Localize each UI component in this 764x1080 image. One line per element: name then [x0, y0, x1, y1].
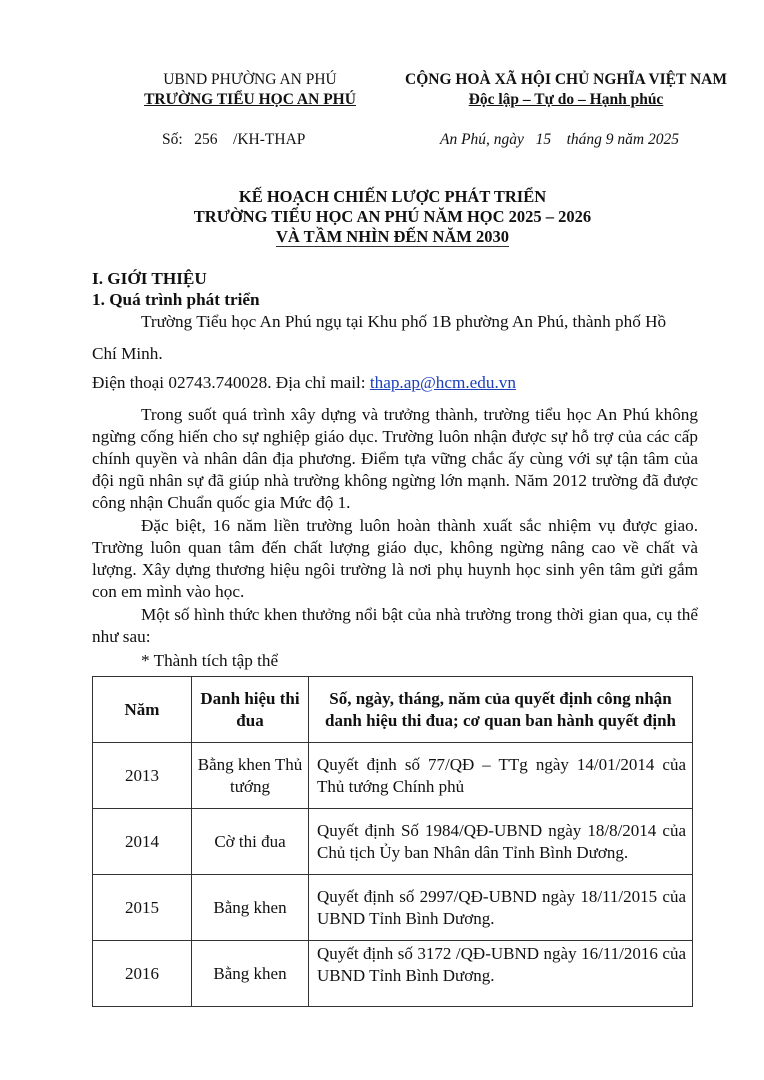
- paragraph-awards-intro: Một số hình thức khen thưởng nổi bật của nhà trường trong thời gian qua, cụ thể như sau:: [92, 605, 698, 646]
- cell-decision: Quyết định số 2997/QĐ-UBND ngày 18/11/2015 của UBND Tỉnh Bình Dương.: [309, 875, 693, 941]
- address-line-2: Chí Minh.: [92, 344, 163, 363]
- table-row: [93, 743, 693, 809]
- cell-year: 2014: [93, 809, 192, 875]
- table-header-row: [93, 677, 693, 743]
- cell-year: 2013: [93, 743, 192, 809]
- school-name-text: TRƯỜNG TIỂU HỌC AN PHÚ: [144, 91, 356, 108]
- cell-title: Bằng khen: [192, 875, 309, 941]
- header-decision: Số, ngày, tháng, năm của quyết định công nhận danh hiệu thi đua; cơ quan ban hành quyết định: [309, 677, 693, 743]
- table-row: [93, 875, 693, 941]
- cell-decision: Quyết định số 3172 /QĐ-UBND ngày 16/11/2016 của UBND Tỉnh Bình Dương.: [309, 941, 693, 1007]
- paragraph-achievements: Đặc biệt, 16 năm liền trường luôn hoàn thành xuất sắc nhiệm vụ được giao. Trường luôn quan tâm đến chất lượng giáo dục, không ngừng nâng cao về chất và lượng. Xây dựng thương hiệu ngôi trường là nơi phụ huynh học sinh yên tâm gửi gắm con em mình vào học.: [92, 516, 698, 601]
- cell-decision: Quyết định Số 1984/QĐ-UBND ngày 18/8/2014 của Chủ tịch Ủy ban Nhân dân Tỉnh Bình Dương.: [309, 809, 693, 875]
- cell-title: Cờ thi đua: [192, 809, 309, 875]
- doc-number: Số: 256 /KH-THAP: [162, 131, 306, 148]
- title-line-1: KẾ HOẠCH CHIẾN LƯỢC PHÁT TRIỂN: [238, 187, 547, 206]
- contact-line: [92, 372, 516, 394]
- collective-label: * Thành tích tập thể: [141, 651, 279, 670]
- title-line-2: TRƯỜNG TIỂU HỌC AN PHÚ NĂM HỌC 2025 – 2026: [193, 207, 592, 226]
- contact-prefix: Điện thoại 02743.740028. Địa chỉ mail:: [92, 373, 370, 392]
- cell-year: 2015: [93, 875, 192, 941]
- paragraph-history: Trong suốt quá trình xây dựng và trưởng thành, trường tiểu học An Phú không ngừng cống hiến cho sự nghiệp giáo dục. Trường luôn nhận được sự hỗ trợ của các cấp chính quyền và nhân dân địa phương. Điểm tựa vững chắc ấy cùng với sự tận tâm của đội ngũ nhân sự đã giúp nhà trường không ngừng lớn mạnh. Năm 2012 trường đã được công nhận Chuẩn quốc gia Mức độ 1.: [92, 405, 698, 512]
- motto-text: Độc lập – Tự do – Hạnh phúc: [468, 91, 664, 108]
- header-title: Danh hiệu thi đua: [192, 677, 309, 743]
- awards-table: [92, 676, 693, 1007]
- email-link[interactable]: thap.ap@hcm.edu.vn: [369, 373, 516, 392]
- title-line-3: [92, 226, 693, 247]
- cell-year: 2016: [93, 941, 192, 1007]
- table-row: [93, 809, 693, 875]
- section-subheading: 1. Quá trình phát triển: [92, 290, 260, 309]
- header-year: Năm: [93, 677, 192, 743]
- school-name: [110, 90, 390, 110]
- cell-title: Bằng khen: [192, 941, 309, 1007]
- table-row: [93, 941, 693, 1007]
- address-line: Trường Tiểu học An Phú ngụ tại Khu phố 1B phường An Phú, thành phố Hồ: [141, 312, 667, 331]
- section-heading: I. GIỚI THIỆU: [92, 269, 207, 288]
- cell-decision: Quyết định số 77/QĐ – TTg ngày 14/01/2014 của Thủ tướng Chính phủ: [309, 743, 693, 809]
- title-line-3-text: VÀ TẦM NHÌN ĐẾN NĂM 2030: [276, 227, 509, 246]
- nation-title: CỘNG HOÀ XÃ HỘI CHỦ NGHĨA VIỆT NAM: [405, 71, 727, 88]
- motto: [388, 90, 744, 110]
- date-line: An Phú, ngày 15 tháng 9 năm 2025: [440, 131, 679, 148]
- agency-name: UBND PHƯỜNG AN PHÚ: [163, 71, 337, 88]
- cell-title: Bằng khen Thủ tướng: [192, 743, 309, 809]
